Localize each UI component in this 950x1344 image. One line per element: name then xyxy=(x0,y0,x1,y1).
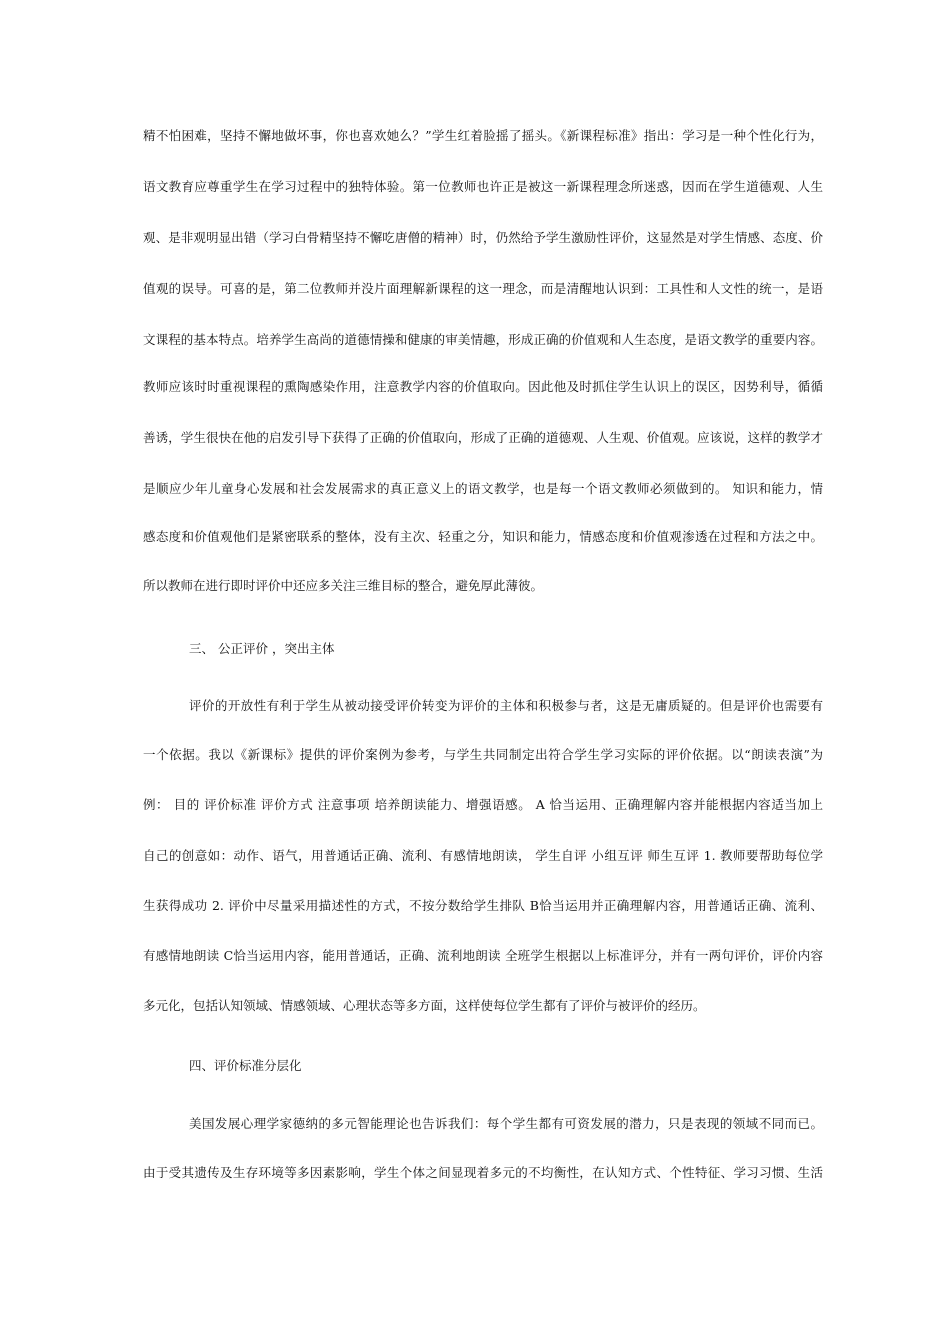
paragraph-line: 生获得成功 2. 评价中尽量采用描述性的方式，不按分数给学生排队 B恰当运用并正确理解内容，用普通话正确、流利、 xyxy=(143,898,823,913)
paragraph-line: 文课程的基本特点。培养学生高尚的道德情操和健康的审美情趣，形成正确的价值观和人生态度，是语文教学的重要内容。 xyxy=(143,332,823,347)
section-heading-3: 三、 公正评价 ，突出主体 xyxy=(189,641,335,656)
paragraph-line: 由于受其遗传及生存环境等多因素影响，学生个体之间显现着多元的不均衡性，在认知方式、个性特征、学习习惯、生活 xyxy=(143,1165,823,1180)
paragraph-line: 语文教育应尊重学生在学习过程中的独特体验。第一位教师也许正是被这一新课程理念所迷惑，因而在学生道德观、人生 xyxy=(143,179,823,194)
paragraph-line: 观、是非观明显出错（学习白骨精坚持不懈吃唐僧的精神）时，仍然给予学生激励性评价，这显然是对学生情感、态度、价 xyxy=(143,230,823,245)
paragraph-line: 自己的创意如：动作、语气，用普通话正确、流利、有感情地朗读， 学生自评 小组互评 师生互评 1. 教师要帮助每位学 xyxy=(143,848,823,863)
paragraph-line: 例： 目的 评价标准 评价方式 注意事项 培养朗读能力、增强语感。 A 恰当运用、正确理解内容并能根据内容适当加上 xyxy=(143,797,823,812)
paragraph-line-last: 所以教师在进行即时评价中还应多关注三维目标的整合，避免厚此薄彼。 xyxy=(143,578,544,593)
paragraph-line: 美国发展心理学家德纳的多元智能理论也告诉我们：每个学生都有可资发展的潜力，只是表现的领域不同而已。 xyxy=(189,1116,823,1131)
paragraph-line: 精不怕困难，坚持不懈地做坏事，你也喜欢她么？”学生红着脸摇了摇头。《新课程标准》指出：学习是一种个性化行为， xyxy=(143,128,823,143)
paragraph-line: 有感情地朗读 C恰当运用内容，能用普通话，正确、流利地朗读 全班学生根据以上标准评分，并有一两句评价，评价内容 xyxy=(143,948,823,963)
paragraph-line: 值观的误导。可喜的是，第二位教师并没片面理解新课程的这一理念，而是清醒地认识到：工具性和人文性的统一，是语 xyxy=(143,281,823,296)
paragraph-line: 教师应该时时重视课程的熏陶感染作用，注意教学内容的价值取向。因此他及时抓住学生认识上的误区，因势利导，循循 xyxy=(143,379,823,394)
paragraph-line: 是顺应少年儿童身心发展和社会发展需求的真正意义上的语文教学，也是每一个语文教师必须做到的。 知识和能力，情 xyxy=(143,481,823,496)
paragraph-line-last: 多元化，包括认知领域、情感领域、心理状态等多方面，这样使每位学生都有了评价与被评价的经历。 xyxy=(143,998,706,1013)
paragraph-line: 评价的开放性有利于学生从被动接受评价转变为评价的主体和积极参与者，这是无庸质疑的。但是评价也需要有 xyxy=(189,698,823,713)
section-heading-4: 四、评价标准分层化 xyxy=(189,1058,302,1073)
paragraph-line: 感态度和价值观他们是紧密联系的整体，没有主次、轻重之分，知识和能力，情感态度和价值观渗透在过程和方法之中。 xyxy=(143,529,823,544)
paragraph-line: 一个依据。我以《新课标》提供的评价案例为参考，与学生共同制定出符合学生学习实际的评价依据。以“朗读表演”为 xyxy=(143,747,823,762)
paragraph-line: 善诱，学生很快在他的启发引导下获得了正确的价值取向，形成了正确的道德观、人生观、价值观。应该说，这样的教学才 xyxy=(143,430,823,445)
